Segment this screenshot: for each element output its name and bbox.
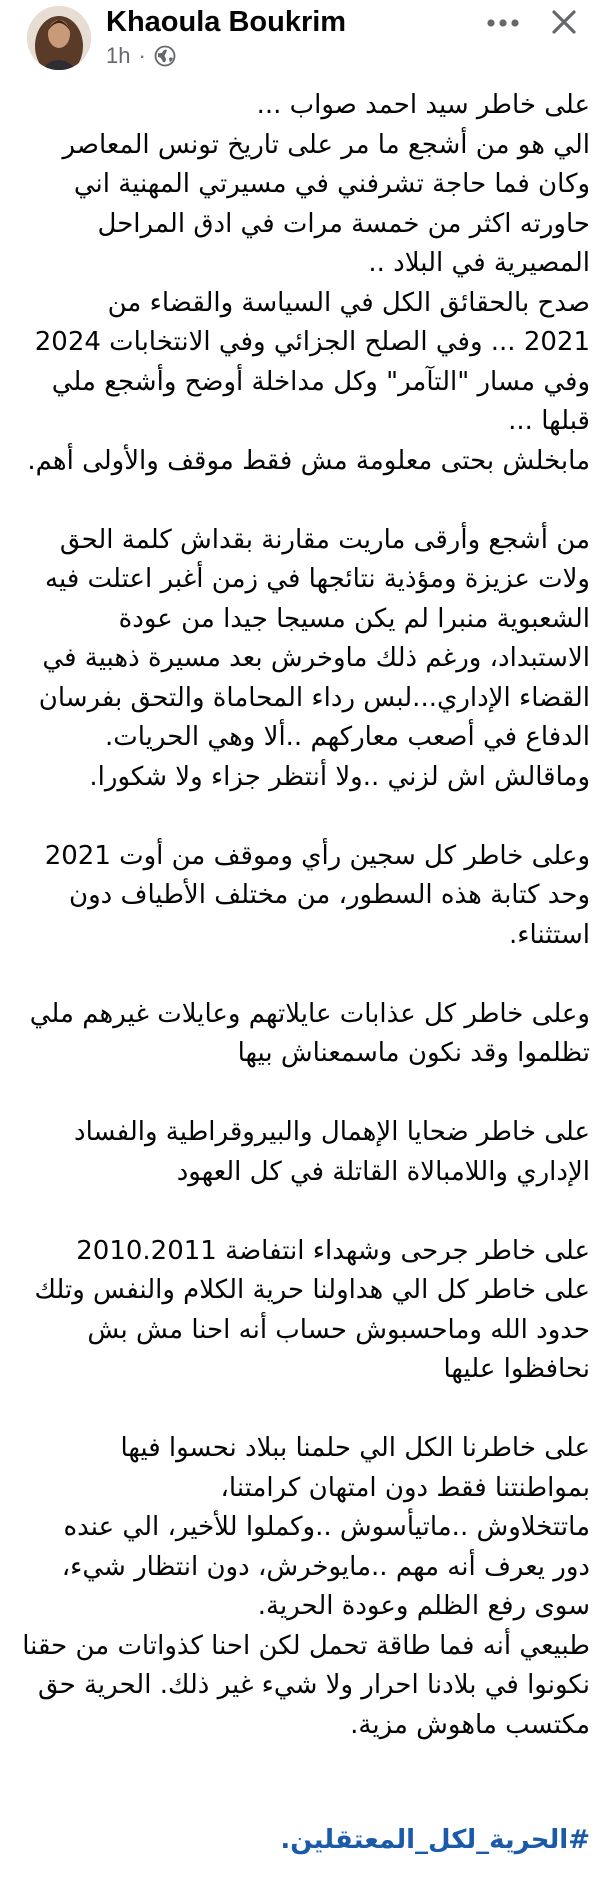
globe-icon[interactable]: [154, 45, 176, 67]
post-paragraph: من أشجع وأرقى ماريت مقارنة بقداش كلمة الحق ولات عزيزة ومؤذية نتائجها في زمن أغبر اعتلت فيه الشعبوية منبرا لم يكن مسيجا جيدا من عودة الاستبداد، ورغم ذلك ماوخرش بعد مسيرة ذهبية في القضاء الإداري...لبس رداء المحاماة والتحق بفرسان الدفاع في أصعب معاركهم ..ألا وهي الحريات. وماقالش اش لزني ..ولا أنتظر جزاء ولا شكورا.: [38, 524, 590, 792]
more-options-icon[interactable]: [482, 8, 524, 38]
post-timestamp[interactable]: 1h: [106, 43, 131, 68]
meta-separator: ·: [138, 43, 146, 68]
post-paragraph: على خاطر سيد احمد صواب ... الي هو من أشجع ما مر على تاريخ تونس المعاصر وكان فما حاجة تشرفني في مسيرتي المهنية اني حاورته اكثر من خمسة مرات في ادق المراحل المصيرية في البلاد .. صدح بالحقائق الكل في السياسة والقضاء من 2021 ... وفي الصلح الجزائي وفي الانتخابات 2024 وفي مسار "التآمر" وكل مداخلة أوضح وأشجع ملي قبلها ... مابخلش بحتى معلومة مش فقط موقف والأولى أهم.: [27, 90, 590, 476]
post-paragraph: وعلى خاطر كل سجين رأي وموقف من أوت 2021 وحد كتابة هذه السطور، من مختلف الأطياف دون استثناء.: [44, 840, 590, 950]
hashtag-link[interactable]: #الحرية_لكل_المعتقلين.: [280, 1825, 590, 1855]
post-paragraph: على خاطر جرحى وشهداء انتفاضة 2010.2011 على خاطر كل الي هداولنا حرية الكلام والنفس وتلك حدود الله وماحسبوش حساب أنه احنا مش بش نحافظوا عليها: [34, 1235, 590, 1384]
avatar-photo-icon: [27, 6, 91, 70]
close-icon[interactable]: [548, 6, 580, 38]
post-paragraph: على خاطر ضحايا الإهمال والبيروقراطية والفساد الإداري واللامبالاة القاتلة في كل العهود: [73, 1117, 590, 1187]
author-name[interactable]: Khaoula Boukrim: [106, 6, 347, 38]
post-paragraph: على خاطرنا الكل الي حلمنا ببلاد نحسوا فيها بمواطنتنا فقط دون امتهان كرامتنا، ماتتخلاوش ..ماتيأسوش ..وكملوا للأخير، الي عنده دور يعرف أنه مهم ..مايوخرش، دون انتظار شيء، سوى رفع الظلم وعودة الحرية. طبيعي أنه فما طاقة تحمل لكن احنا كذواتات من حقنا نكونوا في بلادنا احرار ولا شيء غير ذلك. الحرية حق مكتسب ماهوش مزية.: [22, 1433, 590, 1740]
post-meta: [106, 42, 176, 70]
author-avatar[interactable]: [27, 6, 91, 70]
post-paragraph: وعلى خاطر كل عذابات عايلاتهم وعايلات غيرهم ملي تظلموا وقد نكون ماسمعناش بيها: [29, 998, 590, 1068]
post-body: [20, 86, 590, 1745]
post-header: [0, 0, 600, 90]
